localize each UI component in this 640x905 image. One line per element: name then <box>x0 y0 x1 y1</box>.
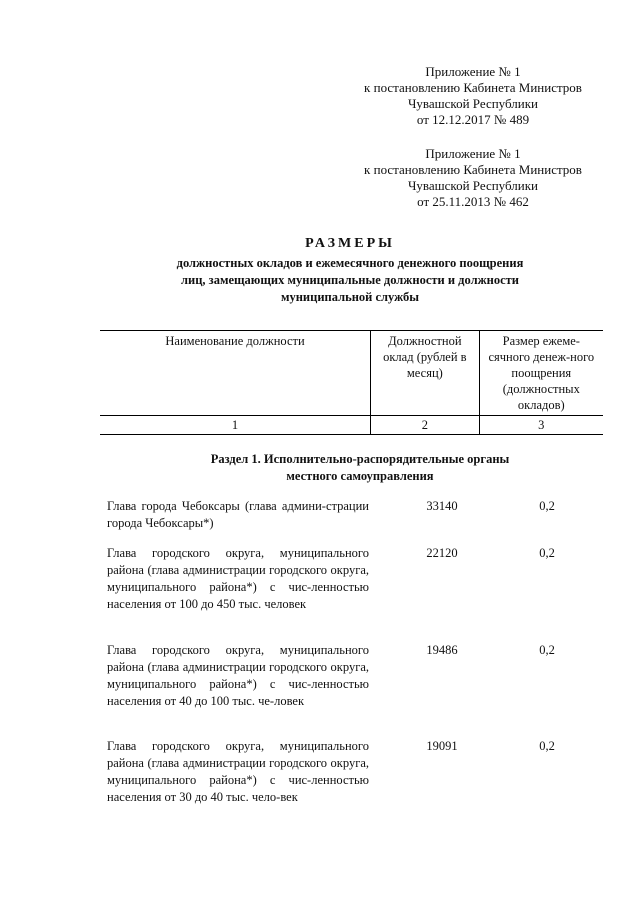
annex-current-amendment <box>353 64 593 128</box>
salary-value: 19091 <box>426 739 458 753</box>
position-name: Глава города Чебоксары (глава админи-страции города Чебоксары*) <box>107 499 369 530</box>
position-name: Глава городского округа, муниципального района (глава администрации городского округа, муниципального района*) с чис-ленностью населения от 40 до 100 тыс. че-ловек <box>107 643 369 708</box>
column-number: 2 <box>371 416 480 435</box>
document-title: РАЗМЕРЫ <box>305 236 395 251</box>
subtitle-line: муниципальной службы <box>280 290 420 304</box>
annex-resolution: к постановлению Кабинета Министров <box>364 80 582 95</box>
annex-date-number: от 25.11.2013 № 462 <box>417 194 529 209</box>
column-header-position: Наименование должности <box>100 331 371 416</box>
position-name: Глава городского округа, муниципального района (глава администрации городского округа, муниципального района*) с чис-ленностью населения от 100 до 450 тыс. человек <box>107 546 369 611</box>
salary-value: 33140 <box>426 499 458 513</box>
annex-label: Приложение № 1 <box>425 146 521 161</box>
column-number: 1 <box>100 416 371 435</box>
column-header-bonus: Размер ежеме-сячного денеж-ного поощрения (должностных окладов) <box>479 331 603 416</box>
annex-original <box>353 146 593 210</box>
table-header <box>100 330 603 435</box>
bonus-value: 0,2 <box>539 739 555 753</box>
section-line: Раздел 1. Исполнительно-распорядительные органы <box>210 452 510 466</box>
section-line: местного самоуправления <box>286 469 434 483</box>
subtitle-line: должностных окладов и ежемесячного денежного поощрения <box>176 256 524 270</box>
document-subtitle <box>110 255 590 306</box>
section-heading <box>150 451 570 485</box>
salary-value: 22120 <box>426 546 458 560</box>
bonus-value: 0,2 <box>539 499 555 513</box>
salary-value: 19486 <box>426 643 458 657</box>
annex-republic: Чувашской Республики <box>407 96 539 111</box>
position-name: Глава городского округа, муниципального района (глава администрации городского округа, муниципального района*) с чис-ленностью населения от 30 до 40 тыс. чело-век <box>107 739 369 804</box>
bonus-value: 0,2 <box>539 643 555 657</box>
annex-republic: Чувашской Республики <box>407 178 539 193</box>
bonus-value: 0,2 <box>539 546 555 560</box>
annex-date-number: от 12.12.2017 № 489 <box>416 112 530 127</box>
subtitle-line: лиц, замещающих муниципальные должности и должности <box>181 273 519 287</box>
column-number: 3 <box>479 416 603 435</box>
column-header-salary: Должностной оклад (рублей в месяц) <box>371 331 480 416</box>
annex-resolution: к постановлению Кабинета Министров <box>364 162 582 177</box>
annex-label: Приложение № 1 <box>425 64 521 79</box>
